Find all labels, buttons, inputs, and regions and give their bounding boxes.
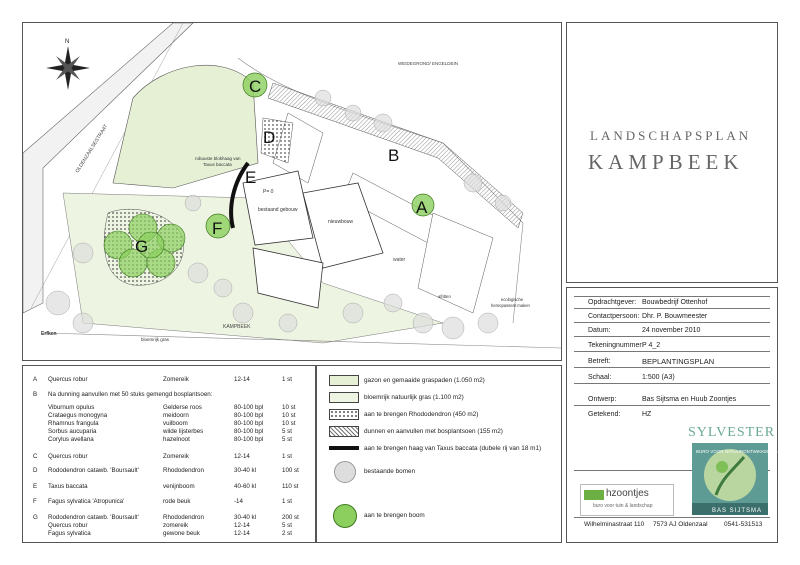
label-erfken: Erfken <box>41 331 57 337</box>
hzoontjes-sub: buro voor tuin & landschap <box>593 503 653 509</box>
plant-dutch-name: hazelnoot <box>163 436 190 443</box>
info-divider <box>574 308 770 309</box>
label-new-building: nieuwbouw <box>328 219 354 225</box>
address-street: Wilhelminastraat 110 <box>584 521 645 528</box>
info-divider <box>574 383 770 384</box>
buro-text: BURO VOOR NATUURONTWIKKELING <box>696 449 778 454</box>
plant-quantity: 2 st <box>282 530 292 537</box>
plant-size: -14 <box>234 498 243 505</box>
plant-latin-name: Corylus avellana <box>48 436 94 443</box>
legend-swatch-hedge <box>329 446 359 450</box>
info-label: Schaal: <box>588 374 612 381</box>
area-letter-f: F <box>212 219 223 238</box>
plant-latin-name: Sorbus aucuparia <box>48 428 97 435</box>
info-divider <box>574 336 770 337</box>
label-ecologische2: hemopassent maken <box>491 303 530 308</box>
plant-dutch-name: Zomereik <box>163 376 189 383</box>
info-value: 1:500 (A3) <box>642 374 675 381</box>
legend-swatch-thinning <box>329 426 359 437</box>
plant-quantity: 1 st <box>282 498 292 505</box>
plant-size: 80-100 bpl <box>234 404 264 411</box>
label-bloemrijk: bloemrijk gras <box>141 337 170 342</box>
plant-dutch-name: venijnboom <box>163 483 195 490</box>
legend-label-rhododendron: aan te brengen Rhododendron (450 m2) <box>364 411 479 418</box>
north-label: N <box>65 39 70 45</box>
legend-label-new-tree: aan te brengen boom <box>364 512 425 519</box>
legend-label-thinning: dunnen en aanvullen met bosplantsoen (155 m2) <box>364 428 503 435</box>
plant-size: 80-100 bpl <box>234 436 264 443</box>
info-label: Betreft: <box>588 358 611 365</box>
info-label: Ontwerp: <box>588 396 617 403</box>
address-phone: 0541-531513 <box>724 521 763 528</box>
plant-dutch-name: Rhododendron <box>163 514 204 521</box>
area-letter-c: C <box>249 77 262 96</box>
plant-quantity: 5 st <box>282 522 292 529</box>
plant-latin-name: Quercus robur <box>48 453 88 460</box>
plant-code: B <box>33 391 38 398</box>
plant-dutch-name: rode beuk <box>163 498 191 505</box>
plant-code: G <box>33 514 38 521</box>
area-letter-e: E <box>245 168 257 187</box>
address-city: 7573 AJ Oldenzaal <box>653 521 708 528</box>
plant-code: A <box>33 376 38 383</box>
plant-size: 12-14 <box>234 522 250 529</box>
plant-dutch-name: wilde lijsterbes <box>163 428 204 435</box>
label-existing-building: bestaand gebouw <box>258 207 298 213</box>
address-divider <box>574 517 770 518</box>
info-divider <box>574 351 770 352</box>
info-divider <box>574 405 770 406</box>
info-label: Getekend: <box>588 411 621 418</box>
road-label: OLDENZAALSESTRAAT <box>74 123 110 175</box>
label-p0: P= 0 <box>263 189 274 195</box>
plant-dutch-name: vuilboom <box>163 420 188 427</box>
plant-size: 12-14 <box>234 453 250 460</box>
label-robuuste: robuuste blokhaag van <box>195 156 241 161</box>
legend-label-flower-grass: bloemrijk natuurlijk gras (1.100 m2) <box>364 394 464 401</box>
logo-accent <box>584 490 604 500</box>
hzoontjes-name: hzoontjes <box>606 488 649 499</box>
plant-latin-name: Rhamnus frangula <box>48 420 99 427</box>
plant-quantity: 1 st <box>282 376 292 383</box>
legend-label-hedge: aan te brengen haag van Taxus baccata (dubele rij van 18 m1) <box>364 445 542 452</box>
info-value: BEPLANTINGSPLAN <box>642 357 715 366</box>
label-robuuste2: Taxus baccata <box>203 162 232 167</box>
plant-size: 30-40 kl <box>234 467 257 474</box>
area-letter-a: A <box>416 198 428 217</box>
plant-code: F <box>33 498 37 505</box>
plant-latin-name: Quercus robur <box>48 522 88 529</box>
title-line2: KAMPBEEK <box>588 150 744 174</box>
info-label: Opdrachtgever: <box>588 299 637 306</box>
plant-code: D <box>33 467 38 474</box>
plant-latin-name: Rododendron catawb. 'Boursault' <box>48 467 139 474</box>
plant-dutch-name: gewone beuk <box>163 530 200 537</box>
legend-label-lawn: gazon en gemaaide graspaden (1.050 m2) <box>364 377 485 384</box>
plant-latin-name: Rododendron catawb. 'Boursault' <box>48 514 139 521</box>
plant-size: 30-40 kl <box>234 514 257 521</box>
site-plan-map <box>23 23 561 360</box>
plant-quantity: 5 st <box>282 428 292 435</box>
info-value: Bouwbedrijf Ottenhof <box>642 299 708 306</box>
plant-dutch-name: Rhododendron <box>163 467 204 474</box>
plant-latin-name: Fagus sylvatica <box>48 530 91 537</box>
plant-latin-name: Crataegus monogyna <box>48 412 108 419</box>
info-value: P 4_2 <box>642 342 661 349</box>
grass-area <box>113 65 258 188</box>
label-afritten: afritten <box>438 294 451 299</box>
plant-size: 40-60 kl <box>234 483 257 490</box>
plant-latin-name: Fagus sylvatica 'Atropunica' <box>48 498 125 505</box>
info-value: HZ <box>642 411 652 418</box>
legend-swatch-new-tree <box>333 504 357 528</box>
plant-latin-name: Quercus robur <box>48 376 88 383</box>
label-weidegrond: WEIDEGROND/ ENGELDEIN <box>398 61 459 66</box>
plant-dutch-name: zomereik <box>163 522 189 529</box>
bas-text: BAS SIJTSMA <box>712 508 763 514</box>
plant-latin-name: Viburnum opulus <box>48 404 95 411</box>
plant-quantity: 200 st <box>282 514 299 521</box>
info-value: 24 november 2010 <box>642 327 701 334</box>
plant-quantity: 110 st <box>282 483 299 490</box>
label-water: water <box>393 257 406 263</box>
plant-latin-name: Na dunning aanvullen met 50 stuks gemengd bosplantsoen: <box>48 391 213 398</box>
plant-size: 80-100 bpl <box>234 428 264 435</box>
plant-dutch-name: Zomereik <box>163 453 189 460</box>
legend-label-existing-tree: bestaande bomen <box>364 468 416 475</box>
plant-dutch-name: meidoorn <box>163 412 189 419</box>
info-value: Bas Sijtsma en Huub Zoontjes <box>642 396 737 403</box>
legend-swatch-existing-tree <box>334 461 356 483</box>
plant-size: 12-14 <box>234 530 250 537</box>
plant-quantity: 10 st <box>282 404 296 411</box>
plant-quantity: 5 st <box>282 436 292 443</box>
plant-latin-name: Taxus baccata <box>48 483 88 490</box>
plant-quantity: 10 st <box>282 412 296 419</box>
hzoontjes-logo <box>580 484 674 516</box>
plant-size: 80-100 bpl <box>234 412 264 419</box>
info-divider <box>574 367 770 368</box>
plant-quantity: 1 st <box>282 453 292 460</box>
info-value: Dhr. P. Bouwmeester <box>642 313 708 320</box>
area-letter-d: D <box>263 128 276 147</box>
title-line1: LANDSCHAPSPLAN <box>590 128 752 143</box>
legend-swatch-flower-grass <box>329 392 359 403</box>
plant-size: 12-14 <box>234 376 250 383</box>
plant-quantity: 100 st <box>282 467 299 474</box>
info-label: Tekeningnummer: <box>588 342 644 349</box>
label-kampbeek: KAMPBEEK <box>223 324 251 330</box>
plant-code: E <box>33 483 38 490</box>
plant-size: 80-100 bpl <box>234 420 264 427</box>
plant-dutch-name: Gelderse roos <box>163 404 202 411</box>
info-divider <box>574 296 770 297</box>
plant-quantity: 10 st <box>282 420 296 427</box>
info-label: Datum: <box>588 327 611 334</box>
area-letter-b: B <box>388 146 400 165</box>
label-ecologische: ecologische <box>501 297 524 302</box>
info-label: Contactpersoon: <box>588 313 640 320</box>
north-arrow <box>46 39 90 90</box>
sylvester-text: SYLVESTER <box>688 425 776 440</box>
legend-swatch-rhododendron <box>329 409 359 420</box>
info-divider <box>574 322 770 323</box>
legend-swatch-lawn <box>329 375 359 386</box>
area-letter-g: G <box>135 237 149 256</box>
buro-logo <box>692 443 778 515</box>
plant-code: C <box>33 453 38 460</box>
